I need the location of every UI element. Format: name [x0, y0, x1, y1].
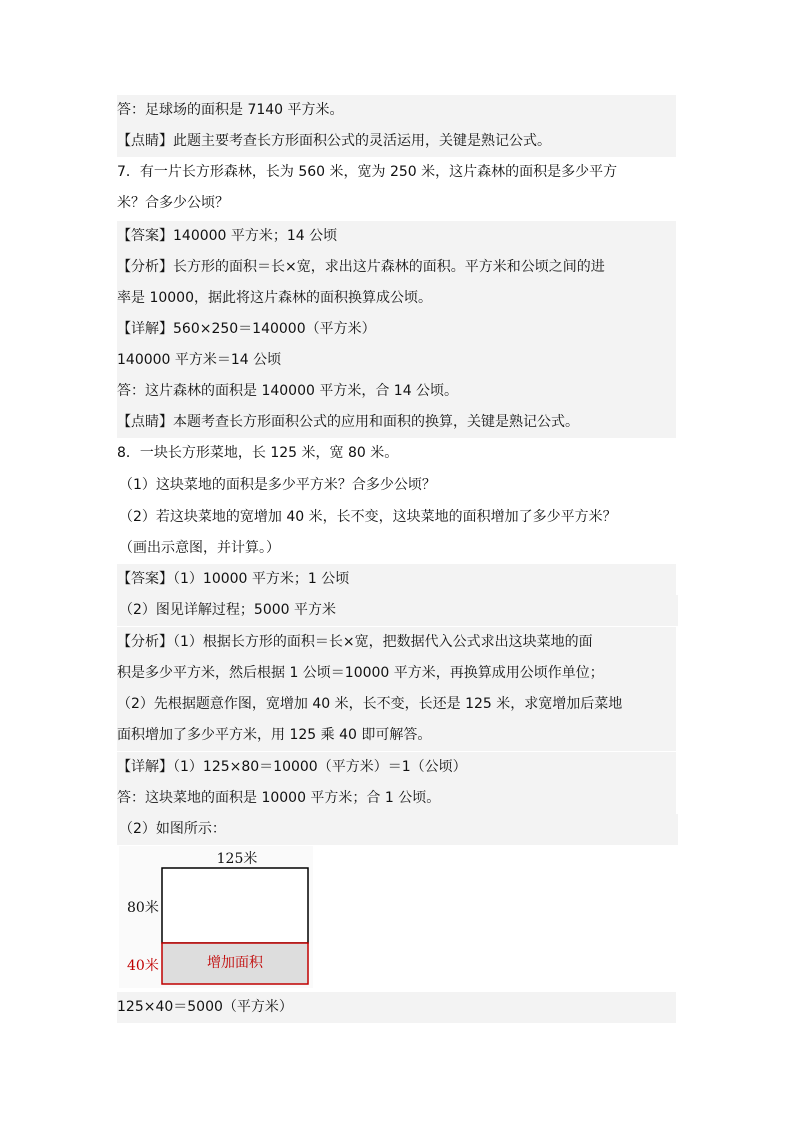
- question-8-part-2: （2）若这块菜地的宽增加 40 米，长不变，这块菜地的面积增加了多少平方米？: [119, 509, 617, 525]
- solution-line: 140000 平方米＝14 公顷: [117, 345, 676, 376]
- solution-line: （2）如图所示：: [117, 814, 678, 845]
- question-8-part-1: （1）这块菜地的面积是多少平方米？合多少公顷？: [119, 477, 436, 493]
- analysis-line: （2）先根据题意作图，宽增加 40 米，长不变，长还是 125 米，求宽增加后菜地: [117, 689, 676, 720]
- analysis-line: 【分析】长方形的面积＝长×宽，求出这片森林的面积。平方米和公顷之间的进: [117, 252, 676, 283]
- answer-line: 【答案】140000 平方米；14 公顷: [117, 221, 676, 252]
- length-label: 125米: [216, 851, 258, 867]
- comment-line: 【点睛】本题考查长方形面积公式的应用和面积的换算，关键是熟记公式。: [117, 407, 676, 438]
- question-7-line: 7．有一片长方形森林，长为 560 米，宽为 250 米，这片森林的面积是多少平方: [117, 164, 618, 180]
- answer-line: 【答案】（1）10000 平方米；1 公顷: [117, 564, 676, 595]
- original-field-rect: [162, 868, 308, 943]
- width-label: 80米: [127, 900, 159, 916]
- solution-line: 答：这片森林的面积是 140000 平方米，合 14 公顷。: [117, 376, 676, 407]
- analysis-line: 面积增加了多少平方米，用 125 乘 40 即可解答。: [117, 720, 676, 751]
- analysis-line: 【分析】（1）根据长方形的面积＝长×宽，把数据代入公式求出这块菜地的面: [117, 627, 676, 658]
- analysis-line: 积是多少平方米，然后根据 1 公顷＝10000 平方米，再换算成用公顷作单位；: [117, 658, 676, 689]
- solution-line: 【详解】560×250＝140000（平方米）: [117, 314, 676, 345]
- area-diagram: [119, 846, 313, 988]
- question-7-line: 米？合多少公顷？: [117, 195, 229, 211]
- question-8-line: 8．一块长方形菜地，长 125 米，宽 80 米。: [117, 445, 399, 461]
- solution-line: 答：这块菜地的面积是 10000 平方米；合 1 公顷。: [117, 783, 676, 814]
- final-calculation-line: 125×40＝5000（平方米）: [117, 992, 676, 1023]
- text-line: 答：足球场的面积是 7140 平方米。: [117, 95, 676, 126]
- text-line: 【点睛】此题主要考查长方形面积公式的灵活运用，关键是熟记公式。: [117, 126, 676, 157]
- analysis-line: 率是 10000，据此将这片森林的面积换算成公顷。: [117, 283, 676, 314]
- added-width-label: 40米: [127, 958, 159, 974]
- question-8-part-2: （画出示意图，并计算。）: [119, 540, 280, 556]
- added-area-label: 增加面积: [207, 955, 263, 971]
- solution-line: 【详解】（1）125×80＝10000（平方米）＝1（公顷）: [117, 752, 676, 783]
- answer-line: （2）图见详解过程；5000 平方米: [117, 595, 678, 626]
